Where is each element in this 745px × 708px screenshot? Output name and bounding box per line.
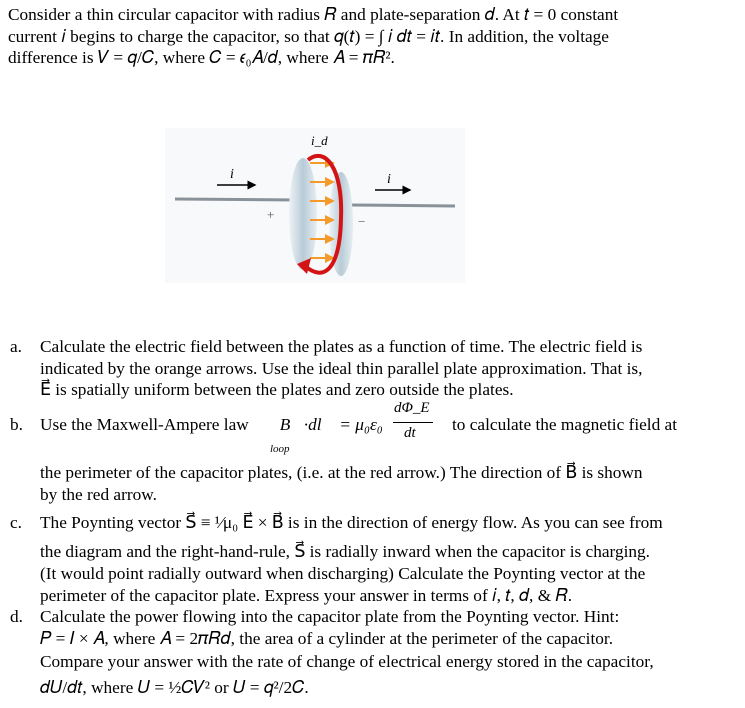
part-c-line: The Poynting vector S⃗ ≡ ¹⁄μ₀ E⃗ × B⃗ is in the direction of energy flow. As you can see from — [40, 513, 663, 532]
right-wire — [350, 205, 455, 206]
part-c-marker: c. — [10, 513, 22, 532]
part-d-line: Calculate the power flowing into the capacitor plate from the Poynting vector. Hint: — [40, 607, 620, 626]
part-a-line: E⃗ is spatially uniform between the plates and zero outside the plates. — [40, 380, 514, 399]
part-b-tail: to calculate the magnetic field at — [452, 415, 678, 434]
part-c-line: perimeter of the capacitor plate. Express your answer in terms of 𝑖, 𝑡, 𝑑, & 𝑅. — [40, 586, 573, 605]
part-a-line: indicated by the orange arrows. Use the ideal thin parallel plate approximation. That is, — [40, 359, 643, 378]
part-b-line: by the red arrow. — [40, 485, 157, 504]
plus-sign: + — [267, 207, 275, 222]
part-b-lead: Use the Maxwell-Ampere law — [40, 415, 249, 434]
fraction-bar — [393, 422, 433, 423]
intro-line: Consider a thin circular capacitor with radius 𝑅 and plate-separation 𝑑. At 𝑡 = 0 constant — [8, 5, 619, 24]
part-a-marker: a. — [10, 337, 22, 356]
equation-denominator: dt — [404, 425, 416, 441]
intro-line: current 𝑖 begins to charge the capacitor, so that 𝑞(𝑡) = ∫ 𝑖 𝑑𝑡 = 𝑖𝑡. In addition, the voltage — [8, 27, 609, 46]
part-d-marker: d. — [10, 607, 23, 626]
left-wire — [175, 199, 297, 200]
part-d-line: Compare your answer with the rate of change of electrical energy stored in the capacitor, — [40, 652, 654, 671]
part-b-line: the perimeter of the capacitor plates, (i.e. at the red arrow.) The direction of B⃗ is shown — [40, 463, 643, 482]
part-c-line: the diagram and the right-hand-rule, S⃗ is radially inward when the capacitor is charging. — [40, 542, 651, 561]
capacitor-diagram — [165, 118, 465, 283]
equation-numerator: dΦ_E — [394, 400, 430, 416]
part-c-line: (It would point radially outward when discharging) Calculate the Poynting vector at the — [40, 564, 646, 583]
minus-sign: − — [358, 214, 366, 229]
part-d-line: 𝑑𝑈/𝑑𝑡, where 𝑈 = ½𝐶𝑉² or 𝑈 = 𝑞²/2𝐶. — [40, 678, 309, 697]
current-label-right: i — [387, 172, 391, 187]
part-a-line: Calculate the electric field between the plates as a function of time. The electric field is — [40, 337, 643, 356]
displacement-current-label: i_d — [311, 133, 328, 148]
intro-line: difference is 𝑉 = 𝑞/𝐶, where 𝐶 = 𝜖₀𝐴/𝑑, where 𝐴 = 𝜋𝑅². — [8, 48, 395, 67]
part-b-marker: b. — [10, 415, 23, 434]
part-d-line: 𝑃 = 𝐼 × 𝐴, where 𝐴 = 2𝜋𝑅𝑑, the area of a cylinder at the perimeter of the capacitor. — [40, 629, 614, 648]
loop-subscript: loop — [270, 443, 290, 455]
current-label-left: i — [230, 167, 234, 182]
maxwell-ampere-equation: ∮ B⃗·dl⃗ = μ₀ε₀ — [262, 415, 383, 434]
left-plate — [289, 158, 317, 270]
